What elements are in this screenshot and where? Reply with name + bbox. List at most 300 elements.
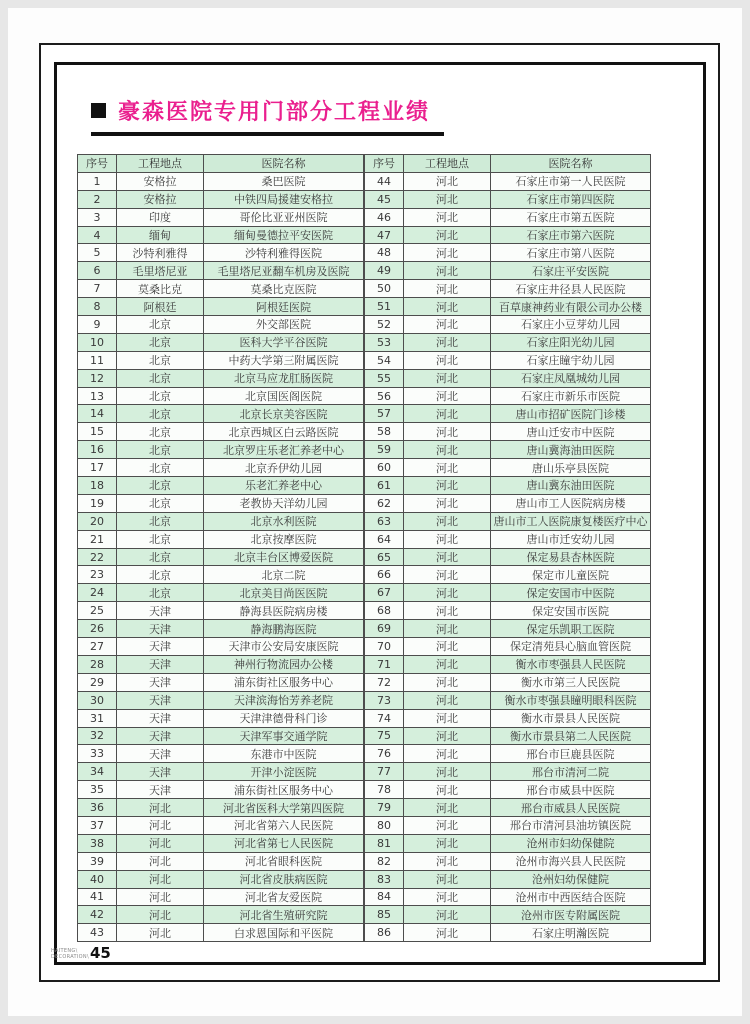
table-row — [78, 816, 364, 834]
table-row — [78, 512, 364, 530]
location-cell: 天津 — [117, 745, 204, 763]
table-row — [78, 280, 364, 298]
table-row — [365, 727, 651, 745]
location-cell: 印度 — [117, 208, 204, 226]
row-number-cell: 8 — [78, 298, 117, 316]
row-number-cell: 36 — [78, 799, 117, 817]
row-number-cell: 49 — [365, 262, 404, 280]
location-cell: 河北 — [117, 816, 204, 834]
location-cell: 河北 — [404, 888, 491, 906]
row-number-cell: 29 — [78, 673, 117, 691]
hospital-name-cell: 北京水利医院 — [204, 512, 364, 530]
table-row — [365, 566, 651, 584]
table-row — [365, 852, 651, 870]
table-row — [78, 888, 364, 906]
location-cell: 河北 — [404, 727, 491, 745]
hospital-name-cell: 沧州市中西医结合医院 — [491, 888, 651, 906]
scanned-page — [8, 8, 742, 1016]
location-cell: 河北 — [404, 423, 491, 441]
table-row — [78, 870, 364, 888]
hospital-name-cell: 哥伦比亚亚州医院 — [204, 208, 364, 226]
row-number-cell: 17 — [78, 459, 117, 477]
location-cell: 河北 — [117, 799, 204, 817]
table-row — [78, 351, 364, 369]
row-number-cell: 61 — [365, 477, 404, 495]
table-row — [365, 387, 651, 405]
hospital-name-cell: 河北省皮肤病医院 — [204, 870, 364, 888]
row-number-cell: 19 — [78, 494, 117, 512]
table-row — [365, 691, 651, 709]
location-cell: 河北 — [117, 888, 204, 906]
location-cell: 天津 — [117, 763, 204, 781]
hospital-name-cell: 河北省眼科医院 — [204, 852, 364, 870]
table-row — [365, 924, 651, 942]
table-row — [78, 423, 364, 441]
table-row — [78, 584, 364, 602]
location-cell: 天津 — [117, 602, 204, 620]
hospital-name-cell: 沧州市医专附属医院 — [491, 906, 651, 924]
table-row — [365, 369, 651, 387]
row-number-cell: 74 — [365, 709, 404, 727]
table-row — [78, 298, 364, 316]
location-cell: 天津 — [117, 781, 204, 799]
table-row — [365, 459, 651, 477]
location-cell: 北京 — [117, 548, 204, 566]
hospital-name-cell: 白求恩国际和平医院 — [204, 924, 364, 942]
table-row — [365, 316, 651, 334]
table-row — [365, 602, 651, 620]
row-number-cell: 82 — [365, 852, 404, 870]
table-row — [365, 638, 651, 656]
location-cell: 河北 — [404, 673, 491, 691]
row-number-cell: 51 — [365, 298, 404, 316]
row-number-cell: 45 — [365, 190, 404, 208]
location-cell: 毛里塔尼亚 — [117, 262, 204, 280]
row-number-cell: 30 — [78, 691, 117, 709]
table-row — [365, 620, 651, 638]
table-row — [78, 226, 364, 244]
hospital-name-cell: 唐山冀海油田医院 — [491, 441, 651, 459]
hospital-name-cell: 石家庄凤凰城幼儿园 — [491, 369, 651, 387]
location-cell: 安格拉 — [117, 172, 204, 190]
location-cell: 河北 — [404, 316, 491, 334]
row-number-cell: 48 — [365, 244, 404, 262]
location-cell: 天津 — [117, 709, 204, 727]
table-row — [365, 870, 651, 888]
table-row — [365, 441, 651, 459]
table-row — [365, 673, 651, 691]
hospital-name-cell: 保定乐凯职工医院 — [491, 620, 651, 638]
table-row — [78, 727, 364, 745]
location-cell: 河北 — [404, 924, 491, 942]
table-row — [365, 494, 651, 512]
hospital-name-cell: 沧州市妇幼保健院 — [491, 834, 651, 852]
location-cell: 河北 — [404, 262, 491, 280]
row-number-cell: 23 — [78, 566, 117, 584]
location-cell: 河北 — [404, 459, 491, 477]
hospital-name-cell: 河北省友爱医院 — [204, 888, 364, 906]
location-cell: 天津 — [117, 727, 204, 745]
row-number-cell: 70 — [365, 638, 404, 656]
hospital-name-cell: 北京长京美容医院 — [204, 405, 364, 423]
page-number: 45 — [89, 944, 111, 962]
hospital-name-cell: 河北省第六人民医院 — [204, 816, 364, 834]
table-row — [78, 834, 364, 852]
location-cell: 河北 — [404, 709, 491, 727]
table-row — [365, 262, 651, 280]
table-row — [78, 763, 364, 781]
hospital-name-cell: 神州行物流园办公楼 — [204, 655, 364, 673]
column-header: 医院名称 — [491, 155, 651, 173]
hospital-name-cell: 河北省医科大学第四医院 — [204, 799, 364, 817]
table-row — [78, 477, 364, 495]
hospital-name-cell: 浦东街社区服务中心 — [204, 673, 364, 691]
row-number-cell: 75 — [365, 727, 404, 745]
table-row — [78, 333, 364, 351]
hospital-name-cell: 保定易县杏林医院 — [491, 548, 651, 566]
column-header: 序号 — [365, 155, 404, 173]
hospital-name-cell: 东港市中医院 — [204, 745, 364, 763]
row-number-cell: 64 — [365, 530, 404, 548]
location-cell: 北京 — [117, 584, 204, 602]
row-number-cell: 31 — [78, 709, 117, 727]
location-cell: 北京 — [117, 441, 204, 459]
row-number-cell: 3 — [78, 208, 117, 226]
hospital-name-cell: 北京罗庄乐老汇养老中心 — [204, 441, 364, 459]
row-number-cell: 80 — [365, 816, 404, 834]
table-row — [365, 298, 651, 316]
location-cell: 河北 — [404, 548, 491, 566]
page-title: 豪森医院专用门部分工程业绩 — [118, 100, 431, 125]
row-number-cell: 1 — [78, 172, 117, 190]
table-row — [365, 244, 651, 262]
location-cell: 北京 — [117, 494, 204, 512]
table-row — [78, 673, 364, 691]
hospital-name-cell: 石家庄市第一人民医院 — [491, 172, 651, 190]
hospital-name-cell: 北京西城区白云路医院 — [204, 423, 364, 441]
row-number-cell: 33 — [78, 745, 117, 763]
row-number-cell: 66 — [365, 566, 404, 584]
location-cell: 河北 — [404, 906, 491, 924]
hospital-name-cell: 缅甸曼德拉平安医院 — [204, 226, 364, 244]
hospital-name-cell: 衡水市枣强县瞳明眼科医院 — [491, 691, 651, 709]
location-cell: 河北 — [117, 870, 204, 888]
location-cell: 河北 — [404, 208, 491, 226]
projects-table-left — [77, 154, 364, 942]
row-number-cell: 78 — [365, 781, 404, 799]
column-header: 工程地点 — [117, 155, 204, 173]
location-cell: 河北 — [404, 298, 491, 316]
table-row — [78, 494, 364, 512]
location-cell: 北京 — [117, 423, 204, 441]
table-row — [78, 530, 364, 548]
location-cell: 北京 — [117, 369, 204, 387]
location-cell: 北京 — [117, 530, 204, 548]
row-number-cell: 53 — [365, 333, 404, 351]
row-number-cell: 73 — [365, 691, 404, 709]
location-cell: 河北 — [404, 351, 491, 369]
table-row — [78, 387, 364, 405]
row-number-cell: 18 — [78, 477, 117, 495]
location-cell: 天津 — [117, 691, 204, 709]
location-cell: 河北 — [404, 369, 491, 387]
location-cell: 沙特利雅得 — [117, 244, 204, 262]
row-number-cell: 14 — [78, 405, 117, 423]
row-number-cell: 56 — [365, 387, 404, 405]
hospital-name-cell: 天津津德骨科门诊 — [204, 709, 364, 727]
page-title-block — [91, 95, 444, 136]
row-number-cell: 81 — [365, 834, 404, 852]
hospital-name-cell: 石家庄市新乐市医院 — [491, 387, 651, 405]
table-row — [78, 262, 364, 280]
hospital-name-cell: 中药大学第三附属医院 — [204, 351, 364, 369]
hospital-name-cell: 衡水市第三人民医院 — [491, 673, 651, 691]
hospital-name-cell: 石家庄明瀚医院 — [491, 924, 651, 942]
hospital-name-cell: 唐山市工人医院病房楼 — [491, 494, 651, 512]
hospital-name-cell: 外交部医院 — [204, 316, 364, 334]
row-number-cell: 10 — [78, 333, 117, 351]
table-row — [365, 816, 651, 834]
row-number-cell: 65 — [365, 548, 404, 566]
hospital-name-cell: 保定市儿童医院 — [491, 566, 651, 584]
row-number-cell: 85 — [365, 906, 404, 924]
hospital-name-cell: 石家庄平安医院 — [491, 262, 651, 280]
location-cell: 缅甸 — [117, 226, 204, 244]
location-cell: 北京 — [117, 405, 204, 423]
table-row — [78, 852, 364, 870]
hospital-name-cell: 唐山市迁安幼儿园 — [491, 530, 651, 548]
row-number-cell: 26 — [78, 620, 117, 638]
location-cell: 河北 — [404, 620, 491, 638]
table-row — [78, 638, 364, 656]
table-row — [365, 584, 651, 602]
brand-line1: HAITENG\ — [51, 948, 78, 954]
location-cell: 天津 — [117, 620, 204, 638]
row-number-cell: 83 — [365, 870, 404, 888]
location-cell: 北京 — [117, 351, 204, 369]
location-cell: 河北 — [404, 745, 491, 763]
location-cell: 北京 — [117, 566, 204, 584]
table-row — [78, 924, 364, 942]
hospital-name-cell: 河北省生殖研究院 — [204, 906, 364, 924]
hospital-name-cell: 北京国医阁医院 — [204, 387, 364, 405]
row-number-cell: 57 — [365, 405, 404, 423]
location-cell: 阿根廷 — [117, 298, 204, 316]
hospital-name-cell: 石家庄井径县人民医院 — [491, 280, 651, 298]
row-number-cell: 77 — [365, 763, 404, 781]
location-cell: 河北 — [404, 655, 491, 673]
hospital-name-cell: 天津滨海怡芳养老院 — [204, 691, 364, 709]
location-cell: 北京 — [117, 316, 204, 334]
table-row — [78, 566, 364, 584]
table-header-row — [365, 155, 651, 173]
row-number-cell: 37 — [78, 816, 117, 834]
hospital-name-cell: 莫桑比克医院 — [204, 280, 364, 298]
row-number-cell: 28 — [78, 655, 117, 673]
row-number-cell: 39 — [78, 852, 117, 870]
hospital-name-cell: 石家庄瞳宇幼儿园 — [491, 351, 651, 369]
row-number-cell: 7 — [78, 280, 117, 298]
hospital-name-cell: 保定清苑县心脑血管医院 — [491, 638, 651, 656]
table-row — [365, 906, 651, 924]
hospital-name-cell: 衡水市枣强县人民医院 — [491, 655, 651, 673]
table-row — [78, 745, 364, 763]
table-row — [365, 351, 651, 369]
hospital-name-cell: 医科大学平谷医院 — [204, 333, 364, 351]
table-row — [78, 691, 364, 709]
location-cell: 河北 — [404, 584, 491, 602]
location-cell: 河北 — [404, 226, 491, 244]
hospital-name-cell: 沧州妇幼保健院 — [491, 870, 651, 888]
brand-line2: DECORATION\ — [51, 954, 89, 960]
table-row — [365, 172, 651, 190]
row-number-cell: 41 — [78, 888, 117, 906]
table-row — [365, 548, 651, 566]
row-number-cell: 6 — [78, 262, 117, 280]
row-number-cell: 32 — [78, 727, 117, 745]
location-cell: 河北 — [404, 799, 491, 817]
table-row — [78, 620, 364, 638]
hospital-name-cell: 开津小淀医院 — [204, 763, 364, 781]
table-row — [365, 834, 651, 852]
row-number-cell: 5 — [78, 244, 117, 262]
location-cell: 河北 — [404, 512, 491, 530]
location-cell: 河北 — [404, 566, 491, 584]
projects-table-right — [364, 154, 651, 942]
row-number-cell: 20 — [78, 512, 117, 530]
hospital-name-cell: 石家庄市第六医院 — [491, 226, 651, 244]
projects-table — [77, 154, 703, 942]
row-number-cell: 69 — [365, 620, 404, 638]
table-row — [365, 799, 651, 817]
row-number-cell: 27 — [78, 638, 117, 656]
location-cell: 河北 — [404, 441, 491, 459]
hospital-name-cell: 乐老汇养老中心 — [204, 477, 364, 495]
row-number-cell: 4 — [78, 226, 117, 244]
location-cell: 河北 — [404, 691, 491, 709]
hospital-name-cell: 邢台市清河县油坊镇医院 — [491, 816, 651, 834]
location-cell: 河北 — [404, 602, 491, 620]
hospital-name-cell: 沙特利雅得医院 — [204, 244, 364, 262]
row-number-cell: 71 — [365, 655, 404, 673]
hospital-name-cell: 唐山市工人医院康复楼医疗中心 — [491, 512, 651, 530]
location-cell: 北京 — [117, 477, 204, 495]
location-cell: 天津 — [117, 673, 204, 691]
row-number-cell: 55 — [365, 369, 404, 387]
table-row — [365, 655, 651, 673]
hospital-name-cell: 石家庄市第八医院 — [491, 244, 651, 262]
location-cell: 天津 — [117, 638, 204, 656]
page-inner-border — [51, 62, 706, 965]
table-row — [365, 423, 651, 441]
row-number-cell: 11 — [78, 351, 117, 369]
row-number-cell: 58 — [365, 423, 404, 441]
location-cell: 河北 — [404, 190, 491, 208]
table-row — [78, 781, 364, 799]
row-number-cell: 43 — [78, 924, 117, 942]
row-number-cell: 76 — [365, 745, 404, 763]
location-cell: 河北 — [404, 244, 491, 262]
location-cell: 北京 — [117, 387, 204, 405]
location-cell: 河北 — [404, 870, 491, 888]
hospital-name-cell: 老教协天洋幼儿园 — [204, 494, 364, 512]
row-number-cell: 34 — [78, 763, 117, 781]
location-cell: 莫桑比克 — [117, 280, 204, 298]
row-number-cell: 44 — [365, 172, 404, 190]
hospital-name-cell: 邢台市威县中医院 — [491, 781, 651, 799]
page-footer — [51, 944, 111, 962]
location-cell: 北京 — [117, 333, 204, 351]
column-header: 序号 — [78, 155, 117, 173]
hospital-name-cell: 唐山迁安市中医院 — [491, 423, 651, 441]
location-cell: 天津 — [117, 655, 204, 673]
table-row — [365, 709, 651, 727]
row-number-cell: 59 — [365, 441, 404, 459]
hospital-name-cell: 邢台市清河二院 — [491, 763, 651, 781]
hospital-name-cell: 中铁四局援建安格拉 — [204, 190, 364, 208]
table-row — [365, 280, 651, 298]
row-number-cell: 86 — [365, 924, 404, 942]
table-row — [78, 316, 364, 334]
row-number-cell: 40 — [78, 870, 117, 888]
table-row — [365, 226, 651, 244]
hospital-name-cell: 河北省第七人民医院 — [204, 834, 364, 852]
location-cell: 安格拉 — [117, 190, 204, 208]
row-number-cell: 84 — [365, 888, 404, 906]
row-number-cell: 2 — [78, 190, 117, 208]
row-number-cell: 68 — [365, 602, 404, 620]
hospital-name-cell: 北京马应龙肛肠医院 — [204, 369, 364, 387]
table-row — [365, 763, 651, 781]
row-number-cell: 25 — [78, 602, 117, 620]
row-number-cell: 12 — [78, 369, 117, 387]
location-cell: 河北 — [404, 280, 491, 298]
location-cell: 河北 — [404, 333, 491, 351]
location-cell: 河北 — [404, 816, 491, 834]
row-number-cell: 52 — [365, 316, 404, 334]
hospital-name-cell: 邢台市威县人民医院 — [491, 799, 651, 817]
table-row — [78, 405, 364, 423]
location-cell: 河北 — [117, 852, 204, 870]
row-number-cell: 60 — [365, 459, 404, 477]
table-row — [365, 405, 651, 423]
location-cell: 河北 — [404, 477, 491, 495]
row-number-cell: 47 — [365, 226, 404, 244]
table-row — [365, 333, 651, 351]
location-cell: 河北 — [404, 405, 491, 423]
row-number-cell: 16 — [78, 441, 117, 459]
hospital-name-cell: 唐山市招矿医院门诊楼 — [491, 405, 651, 423]
row-number-cell: 21 — [78, 530, 117, 548]
hospital-name-cell: 唐山冀东油田医院 — [491, 477, 651, 495]
location-cell: 河北 — [404, 387, 491, 405]
location-cell: 河北 — [404, 834, 491, 852]
table-row — [78, 906, 364, 924]
row-number-cell: 62 — [365, 494, 404, 512]
table-row — [365, 512, 651, 530]
table-row — [78, 441, 364, 459]
row-number-cell: 50 — [365, 280, 404, 298]
table-row — [78, 190, 364, 208]
hospital-name-cell: 天津军事交通学院 — [204, 727, 364, 745]
row-number-cell: 63 — [365, 512, 404, 530]
table-row — [78, 799, 364, 817]
location-cell: 北京 — [117, 459, 204, 477]
hospital-name-cell: 保定安国市中医院 — [491, 584, 651, 602]
table-row — [78, 369, 364, 387]
location-cell: 河北 — [404, 638, 491, 656]
location-cell: 河北 — [117, 924, 204, 942]
